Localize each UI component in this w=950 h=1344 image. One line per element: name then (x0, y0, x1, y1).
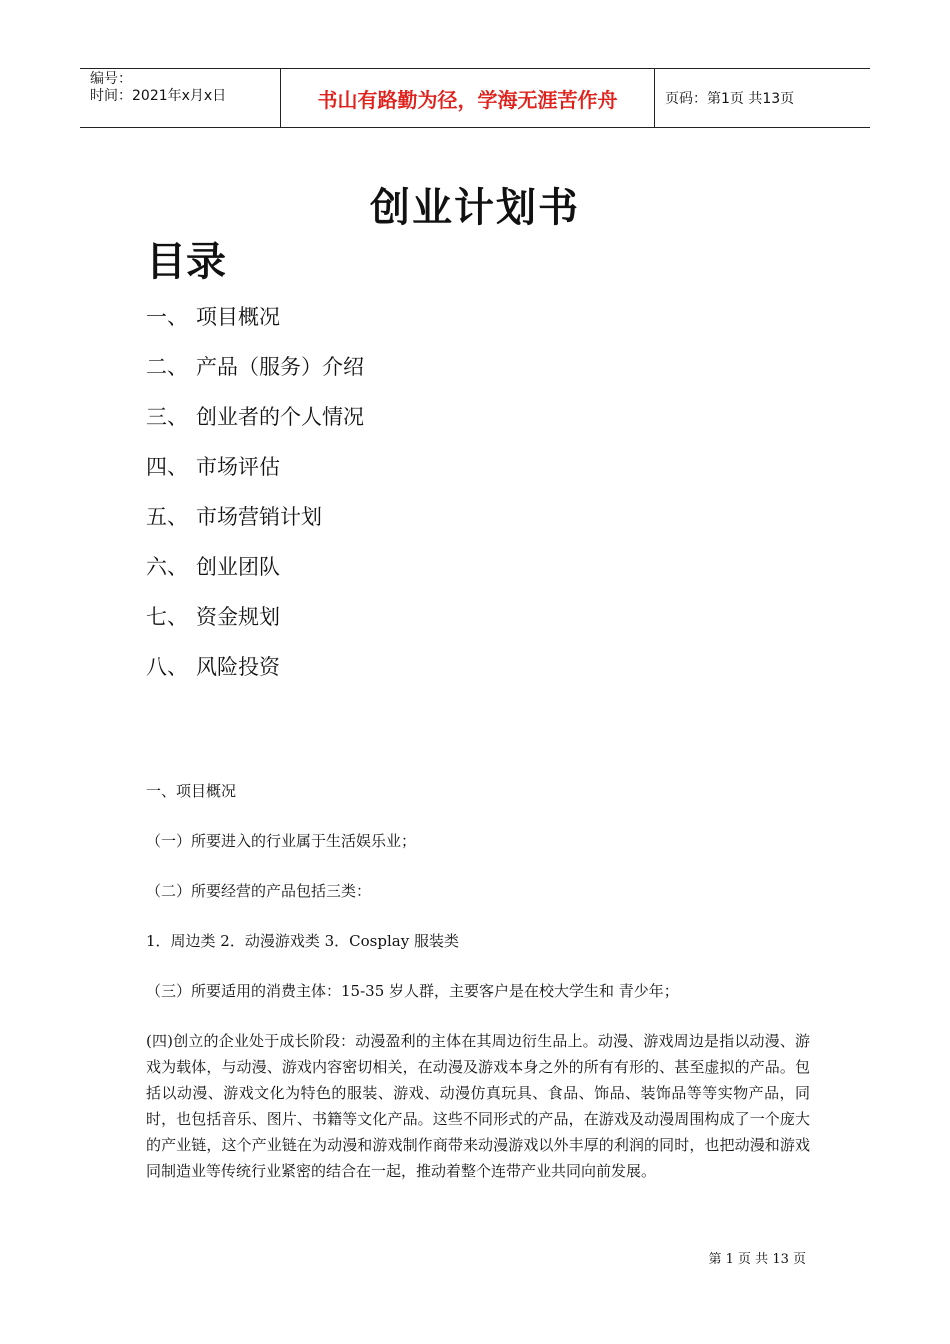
paragraph-industry: （一）所要进入的行业属于生活娱乐业； (146, 832, 417, 850)
toc-item-label: 创业团队 (196, 555, 280, 579)
toc-item-label: 市场评估 (196, 455, 280, 479)
page-footer: 第 1 页 共 13 页 (708, 1252, 806, 1267)
toc-item-label: 资金规划 (196, 605, 280, 629)
table-of-contents (146, 300, 364, 700)
toc-item-label: 项目概况 (196, 305, 280, 329)
page-header (80, 68, 870, 128)
toc-item-number: 七、 (146, 605, 188, 629)
paragraph-products: （二）所要经营的产品包括三类： (146, 882, 372, 900)
toc-item-number: 三、 (146, 405, 188, 429)
header-meta-cell (80, 69, 281, 127)
toc-item-label: 产品（服务）介绍 (196, 355, 364, 379)
header-time-label: 时间：2021年x月x日 (90, 88, 227, 104)
toc-item-number: 五、 (146, 505, 188, 529)
paragraph-consumers: （三）所要适用的消费主体：15-35 岁人群，主要客户是在校大学生和 青少年； (146, 982, 679, 1000)
paragraph-product-categories: 1．周边类 2．动漫游戏类 3．Cosplay 服装类 (146, 932, 459, 950)
toc-item (146, 450, 364, 500)
toc-item-label: 市场营销计划 (196, 505, 322, 529)
header-page-info: 页码：第1页 共13页 (665, 91, 795, 107)
header-motto: 书山有路勤为径，学海无涯苦作舟 (281, 69, 655, 127)
toc-item-label: 风险投资 (196, 655, 280, 679)
toc-item (146, 300, 364, 350)
toc-item-number: 一、 (146, 305, 188, 329)
toc-item-number: 六、 (146, 555, 188, 579)
document-title: 创业计划书 (370, 184, 580, 231)
toc-item-number: 四、 (146, 455, 188, 479)
toc-item-number: 八、 (146, 655, 188, 679)
toc-item-label: 创业者的个人情况 (196, 405, 364, 429)
toc-item (146, 650, 364, 700)
paragraph-stage: (四)创立的企业处于成长阶段：动漫盈利的主体在其周边衍生品上。动漫、游戏周边是指以动漫、游戏为载体，与动漫、游戏内容密切相关，在动漫及游戏本身之外的所有有形的、甚至虚拟的产品。包括以动漫、游戏文化为特色的服装、游戏、动漫仿真玩具、食品、饰品、装饰品等等实物产品，同时，也包括音乐、图片、书籍等文化产品。这些不同形式的产品，在游戏及动漫周围构成了一个庞大的产业链，这个产业链在为动漫和游戏制作商带来动漫游戏以外丰厚的利润的同时，也把动漫和游戏同制造业等传统行业紧密的结合在一起，推动着整个连带产业共同向前发展。 (146, 1032, 810, 1180)
toc-item (146, 600, 364, 650)
section-heading: 一、项目概况 (146, 782, 237, 800)
header-number-label: 编号： (90, 71, 132, 87)
toc-item (146, 500, 364, 550)
toc-item (146, 350, 364, 400)
toc-item-number: 二、 (146, 355, 188, 379)
toc-heading: 目录 (146, 238, 226, 285)
toc-item (146, 400, 364, 450)
toc-item (146, 550, 364, 600)
